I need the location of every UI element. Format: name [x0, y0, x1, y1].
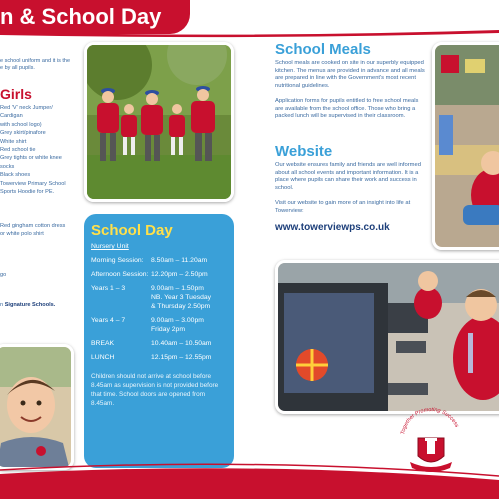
schedule-row: [91, 256, 228, 265]
schedule-label: Afternoon Session:: [91, 271, 149, 278]
schedule-time: 9.00am – 1.50pm: [151, 285, 204, 292]
list-item: with school logo): [0, 121, 42, 128]
schedule-note: NB. Year 3 Tuesday: [151, 294, 212, 301]
header-swoosh: [0, 30, 499, 38]
summer-uniform: [0, 222, 78, 238]
list-item: Cardigan: [0, 113, 23, 120]
schedule-time: 8.50am – 11.20am: [151, 257, 208, 264]
schedule-label: Years 4 – 7: [91, 317, 126, 324]
website-link[interactable]: www.towerviewps.co.uk: [275, 222, 390, 233]
schedule-label: Morning Session:: [91, 257, 144, 264]
school-day-title: School Day: [91, 222, 173, 239]
schedule-row: [91, 284, 228, 311]
schedule-time: 9.00am – 3.00pm: [151, 317, 204, 324]
arrival-note: Children should not arrive at school before 8.45am as supervision is not provided before that time. School doors are opened from 8.45am.: [91, 373, 219, 407]
uniform-intro-line: e school uniform and it is the: [0, 58, 71, 64]
summer-line: or white polo shirt: [0, 231, 44, 237]
schedule-time: 12.20pm – 2.50pm: [151, 271, 208, 278]
girls-heading: Girls: [0, 86, 32, 102]
photo-computer-class: [275, 260, 499, 414]
schedule-label: BREAK: [91, 340, 115, 347]
photo-children-walking: [84, 42, 234, 202]
summer-line: Red gingham cotton dress: [0, 223, 66, 229]
svg-text:Together Promoting Success: Together Promoting Success: [400, 406, 460, 436]
schedule-row: [91, 353, 228, 362]
schedule-row: [91, 339, 228, 348]
photo-classroom: [432, 42, 499, 250]
list-item: Grey skirt/pinafore: [0, 130, 46, 137]
schedule-row: [91, 316, 228, 334]
schedule-label: Years 1 – 3: [91, 285, 126, 292]
photo-smiling-boy: [0, 344, 74, 470]
schedule-row: [91, 270, 228, 279]
school-meals-heading: School Meals: [275, 41, 371, 58]
list-item: Black shoes: [0, 172, 31, 179]
uniform-intro-line: e by all pupils.: [0, 65, 35, 71]
schedule-time: 12.15pm – 12.55pm: [151, 354, 212, 361]
list-item: Red 'V' neck Jumper/: [0, 105, 53, 111]
list-item: Red school tie: [0, 147, 36, 154]
list-item: Sports Hoodie for PE.: [0, 189, 55, 196]
schedule-time: 10.40am – 10.50am: [151, 340, 212, 347]
schedule-note: Friday 2pm: [151, 326, 185, 333]
page-title: n & School Day: [0, 4, 162, 29]
signature-prefix: n: [0, 302, 4, 308]
website-paragraph: Visit our website to gain more of an insight into life at Towerview:: [275, 200, 411, 214]
school-meals-paragraph: School meals are cooked on site in our superbly equipped kitchen. The menus are provided in advance and all meals are prepared in line with the Government's most recent nutritional guidelines.: [275, 60, 425, 89]
school-meals-paragraph: Application forms for pupils entitled to free school meals are available from the school office. Those who bring a packed lunch will be supervised in their classroom.: [275, 98, 419, 120]
schedule-note: & Thursday 2.50pm: [151, 303, 211, 310]
website-heading: Website: [275, 143, 333, 160]
fragment-text: go: [0, 272, 7, 278]
website-paragraph: Our website ensures family and friends are well informed about all school events and important information. It is a place where pupils can share their work and success in school.: [275, 162, 421, 191]
signature-schools-text: [0, 302, 55, 308]
nursery-unit-heading: Nursery Unit: [91, 243, 129, 250]
signature-bold: Signature Schools.: [4, 302, 56, 308]
list-item: White shirt: [0, 138, 27, 145]
school-day-panel: [84, 214, 234, 468]
list-item: socks: [0, 163, 15, 170]
uniform-intro: [0, 58, 78, 72]
page-header: [0, 0, 499, 38]
schedule-label: LUNCH: [91, 354, 115, 361]
girls-uniform-list: [0, 104, 78, 196]
list-item: Grey tights or white knee: [0, 155, 62, 162]
list-item: Towerview Primary School: [0, 180, 66, 187]
footer-swoosh: [0, 462, 499, 499]
